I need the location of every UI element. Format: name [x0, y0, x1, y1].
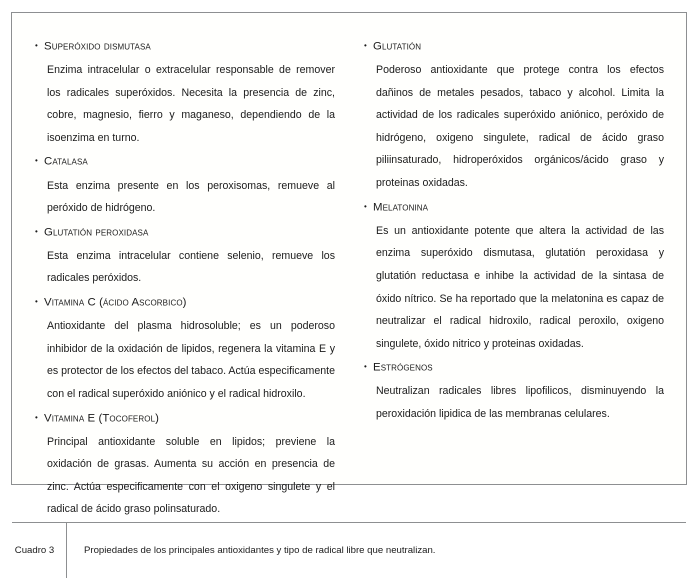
entry-body: Enzima intracelular o extracelular responsable de remover los radicales superóxidos. Necesita la presencia de zinc, cobre, magnesio, fierro y maganeso, dependiendo de la isoenzima en turno. [47, 64, 335, 144]
entry-header-label: Vitamina C (ácido Ascorbico) [44, 296, 187, 309]
entry-catalasa [34, 150, 335, 219]
entry-vitamina-c [34, 291, 335, 405]
caption-text: Propiedades de los principales antioxidantes y tipo de radical libre que neutralizan. [84, 544, 436, 556]
bullet-icon: • [364, 41, 367, 50]
bullet-icon: • [35, 156, 38, 166]
entry-estrogenos [363, 356, 664, 425]
entry-header-label: Glutatión peroxidasa [44, 226, 149, 239]
table-content-area [12, 13, 686, 522]
entry-header [34, 291, 335, 315]
entry-header-label: Glutatión [373, 40, 422, 53]
entry-header [34, 407, 335, 431]
caption-label: Cuadro 3 [14, 544, 55, 556]
entry-body: Neutralizan radicales libres lipofilicos, disminuyendo la peroxidación lipidica de las membranas celulares. [376, 385, 664, 420]
caption-row [12, 522, 686, 578]
entry-body: Antioxidante del plasma hidrosoluble; es un poderoso inhibidor de la oxidación de lipidos, regenera la vitamina E y es protector de los efectos del tabaco. Actúa especificamente con el radical superóxido aniónico y el radical hidroxilo. [47, 320, 335, 400]
entry-melatonina [363, 196, 664, 356]
entry-header [363, 196, 664, 220]
entry-header-label: Superóxido dismutasa [44, 40, 151, 53]
entry-vitamina-e [34, 407, 335, 521]
entry-body: Es un antioxidante potente que altera la actividad de las enzima superóxido dismutasa, glutatión peroxidasa y glutatión reductasa e inhibe la actividad de la sintasa de óxido nítrico. Se ha reportado que la melatonina es capaz de neutralizar el radical hidroxilo, radical peroxilo, oxigeno singulete, óxido nitrico y proteinas oxidadas. [376, 224, 664, 350]
entry-body: Principal antioxidante soluble en lipidos; previene la oxidación de grasas. Aumenta su acción en presencia de zinc. Actúa especificamente con el oxigeno singulete y el radical de ácido graso polinsaturado. [47, 435, 335, 516]
entry-body: Esta enzima presente en los peroxisomas, remueve al peróxido de hidrógeno. [47, 179, 335, 215]
entry-header-label: Catalasa [44, 155, 88, 168]
entry-header [34, 221, 335, 245]
entry-superoxido-dismutasa [34, 35, 335, 149]
entry-body: Poderoso antioxidante que protege contra los efectos dañinos de metales pesados, tabaco y alcohol. Limita la actividad de los radicales superóxido aniónico, peróxido de hidrógeno, oxigeno singulete, radical de ácido graso piliinsaturado, hidroperóxidos orgánicos/ácido graso y proteinas oxidadas. [376, 64, 664, 190]
entry-header-label: Vitamina E (Tocoferol) [44, 412, 160, 424]
bullet-icon: • [35, 226, 38, 236]
bullet-icon: • [35, 412, 38, 422]
table-frame [11, 12, 687, 556]
bullet-icon: • [364, 201, 367, 211]
left-column [22, 35, 349, 522]
entry-glutation-peroxidasa [34, 221, 335, 290]
right-column [349, 35, 676, 522]
bullet-icon: • [364, 362, 367, 372]
entry-header [363, 356, 664, 380]
entry-header [34, 150, 335, 174]
entry-glutation [363, 35, 664, 195]
entry-header-label: Melatonina [373, 201, 429, 214]
bullet-icon: • [35, 297, 38, 307]
entry-header [34, 35, 335, 59]
entry-header-label: Estrógenos [373, 361, 433, 374]
bullet-icon: • [35, 41, 38, 50]
entry-header [363, 35, 664, 59]
entry-body: Esta enzima intracelular contiene selenio, remueve los radicales peróxidos. [47, 249, 335, 285]
